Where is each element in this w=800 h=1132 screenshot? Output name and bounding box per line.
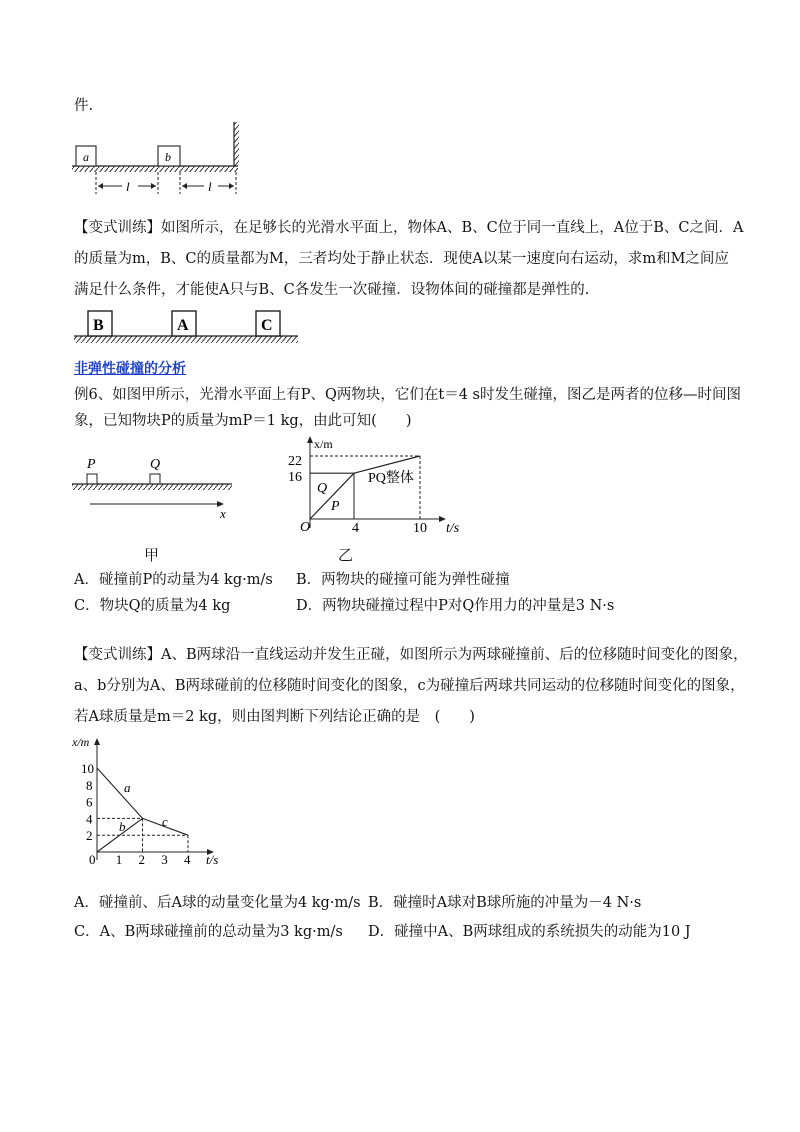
label-q: Q xyxy=(150,457,161,472)
ground-hatch xyxy=(72,166,238,172)
x-axis-label: t/s xyxy=(206,852,219,867)
origin-label: O xyxy=(300,520,311,534)
series-label-b: b xyxy=(119,819,126,834)
series-line-a xyxy=(97,768,143,818)
chart-ab-collision xyxy=(70,730,230,870)
option2-c[interactable]: C．A、B两球碰撞前的总动量为3 kg·m/s xyxy=(74,924,343,940)
option6-d[interactable]: D．两物块碰撞过程中P对Q作用力的冲量是3 N·s xyxy=(296,598,615,614)
figure-blocks-ab-wall xyxy=(68,120,248,200)
x-axis-label: x xyxy=(220,506,226,520)
block-C-label: C xyxy=(261,317,273,334)
x-axis-arrowhead xyxy=(439,516,446,522)
option6-b[interactable]: B．两物块的碰撞可能为弹性碰撞 xyxy=(296,572,510,588)
variant2-line1: 【变式训练】A、B两球沿一直线运动并发生正碰，如图所示为两球碰撞前、后的位移随时间变化的图象， xyxy=(74,647,748,663)
y-tick-16: 16 xyxy=(288,470,302,485)
block-A-label: A xyxy=(177,317,189,334)
section-title-link[interactable]: 非弹性碰撞的分析 xyxy=(74,361,186,377)
series-label-c: c xyxy=(162,814,168,829)
chart-yi xyxy=(280,434,470,534)
option2-b[interactable]: B．碰撞时A球对B球所施的冲量为－4 N·s xyxy=(368,895,642,911)
block-p xyxy=(87,474,97,484)
y-tick-6: 6 xyxy=(86,794,93,810)
wall-hatch xyxy=(234,122,239,166)
ground-hatch xyxy=(72,484,232,490)
series-label-pq: PQ整体 xyxy=(368,471,414,486)
series-label-q: Q xyxy=(317,481,328,496)
x-axis-label: t/s xyxy=(446,521,460,534)
example6-line1: 例6、如图甲所示，光滑水平面上有P、Q两物块，它们在t＝4 s时发生碰撞，图乙是两者的位移—时间图 xyxy=(74,387,741,403)
x-tick-4: 4 xyxy=(184,852,191,867)
variant2-line2: a、b分别为A、B两球碰前的位移随时间变化的图象，c为碰撞后两球共同运动的位移随时间变化的图象， xyxy=(74,678,745,694)
x-tick-1: 1 xyxy=(115,852,123,867)
series-label-a: a xyxy=(124,780,131,795)
x-tick-3: 3 xyxy=(161,852,168,867)
block-B-label: B xyxy=(93,317,104,334)
label-p: P xyxy=(87,457,96,472)
y-axis-arrowhead xyxy=(307,436,313,443)
y-axis-arrowhead xyxy=(94,738,100,745)
variant1-line1: 【变式训练】如图所示，在足够长的光滑水平面上，物体A、B、C位于同一直线上，A位于B、C之间．A xyxy=(74,220,744,236)
y-tick-8: 8 xyxy=(86,777,93,793)
option6-a[interactable]: A．碰撞前P的动量为4 kg·m/s xyxy=(74,572,273,588)
caption-jia: 甲 xyxy=(144,546,160,564)
ground-hatch xyxy=(74,336,298,343)
y-tick-10: 10 xyxy=(81,761,94,776)
series-label-p: P xyxy=(331,499,340,514)
y-axis-label: x/m xyxy=(314,437,333,451)
dist-label-right: l xyxy=(208,179,212,194)
x-tick-2: 2 xyxy=(138,852,145,867)
paragraph-tail: 件. xyxy=(74,98,94,114)
block-q xyxy=(150,474,160,484)
x-tick-10: 10 xyxy=(413,521,427,534)
variant1-line3: 满足什么条件，才能使A只与B、C各发生一次碰撞．设物体间的碰撞都是弹性的. xyxy=(74,282,590,298)
variant2-line3: 若A球质量是m＝2 kg，则由图判断下列结论正确的是 ( ) xyxy=(74,709,475,725)
option6-c[interactable]: C．物块Q的质量为4 kg xyxy=(74,598,231,614)
option2-d[interactable]: D．碰撞中A、B两球组成的系统损失的动能为10 J xyxy=(368,924,691,940)
y-tick-22: 22 xyxy=(288,454,302,469)
figure-jia xyxy=(70,452,240,520)
x-tick-4: 4 xyxy=(352,521,359,534)
block-a-label: a xyxy=(83,150,89,164)
variant1-line2: 的质量为m，B、C的质量都为M，三者均处于静止状态．现使A以某一速度向右运动，求m和M之间应 xyxy=(74,251,729,267)
caption-yi: 乙 xyxy=(338,546,354,564)
y-axis-label: x/m xyxy=(72,735,90,749)
dist-label-left: l xyxy=(126,179,130,194)
block-b-label: b xyxy=(165,150,171,164)
y-tick-2: 2 xyxy=(86,828,93,844)
figure-blocks-bac xyxy=(72,306,302,348)
origin-label: 0 xyxy=(89,852,96,867)
example6-line2: 象，已知物块P的质量为mP＝1 kg，由此可知( ) xyxy=(74,413,412,429)
y-tick-4: 4 xyxy=(86,811,93,827)
option2-a[interactable]: A．碰撞前、后A球的动量变化量为4 kg·m/s xyxy=(74,895,361,911)
